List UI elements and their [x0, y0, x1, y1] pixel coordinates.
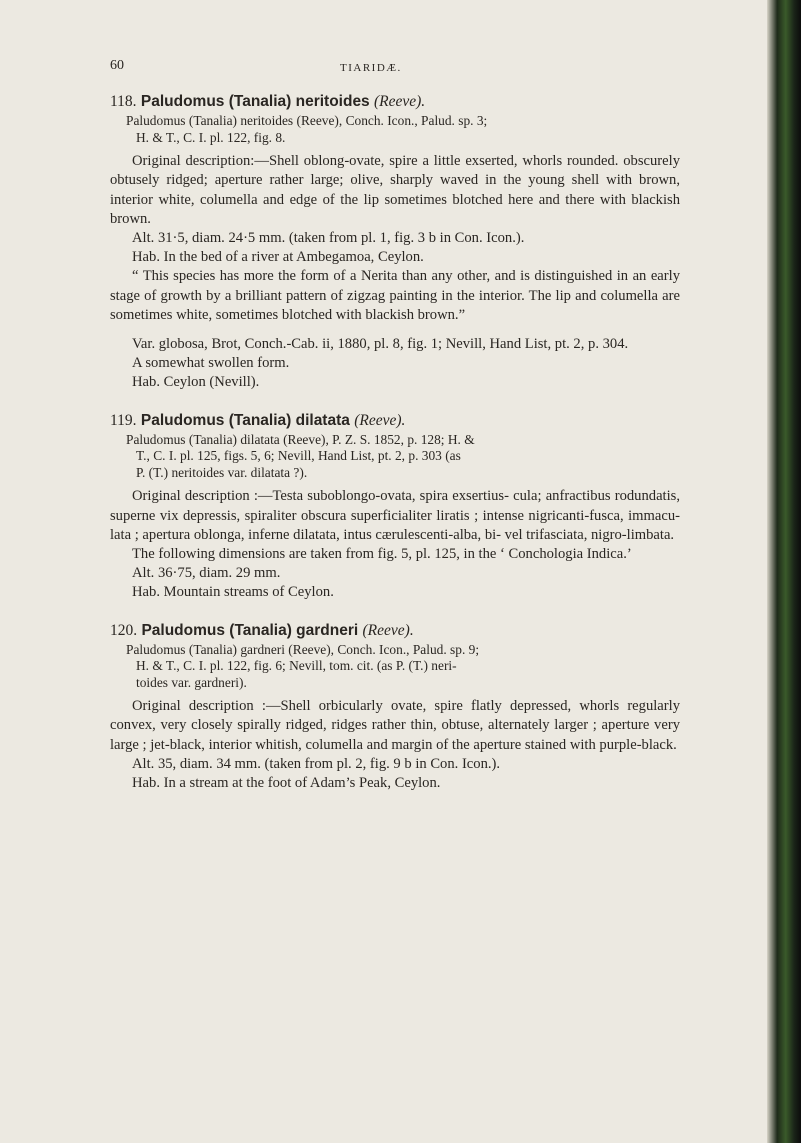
synonymy-reference	[110, 432, 680, 482]
dimensions-note: The following dimensions are taken from fig. 5, pl. 125, in the ‘ Conchologia Indica.’	[132, 545, 632, 562]
synonymy-reference	[110, 113, 680, 146]
species-entry-119	[110, 411, 680, 603]
dimensions: Alt. 31·5, diam. 24·5 mm. (taken from pl. 1, fig. 3 b in Con. Icon.).	[132, 230, 525, 247]
habitat: Hab. Mountain streams of Ceylon.	[132, 584, 334, 601]
reference-line: Paludomus (Tanalia) gardneri (Reeve), Conch. Icon., Palud. sp. 9;	[126, 641, 480, 657]
page-header	[110, 58, 680, 80]
species-author: (Reeve).	[374, 93, 426, 110]
page-content	[110, 92, 680, 793]
reference-line: H. & T., C. I. pl. 122, fig. 8.	[136, 129, 286, 145]
species-heading	[110, 92, 680, 111]
synonymy-reference	[110, 642, 680, 692]
reference-line: H. & T., C. I. pl. 122, fig. 6; Nevill, tom. cit. (as P. (T.) neri-	[136, 658, 457, 674]
species-entry-118	[110, 92, 680, 393]
reference-line: T., C. I. pl. 125, figs. 5, 6; Nevill, Hand List, pt. 2, p. 303 (as	[136, 448, 461, 464]
reference-line: Paludomus (Tanalia) neritoides (Reeve), Conch. Icon., Palud. sp. 3;	[126, 113, 488, 129]
dimensions: Alt. 35, diam. 34 mm. (taken from pl. 2, fig. 9 b in Con. Icon.).	[132, 755, 501, 772]
page-number: 60	[110, 58, 124, 73]
habitat: Hab. In the bed of a river at Ambegamoa, Ceylon.	[132, 249, 424, 266]
species-heading	[110, 411, 680, 430]
species-name: Paludomus (Tanalia) dilatata	[140, 411, 350, 429]
species-name: Paludomus (Tanalia) gardneri	[141, 621, 359, 639]
book-edge	[767, 0, 801, 1143]
variety-habitat: Hab. Ceylon (Nevill).	[132, 374, 260, 391]
dimensions: Alt. 36·75, diam. 29 mm.	[132, 565, 281, 582]
species-number: 118.	[110, 93, 137, 110]
habitat: Hab. In a stream at the foot of Adam’s Peak, Ceylon.	[132, 775, 441, 792]
species-name: Paludomus (Tanalia) neritoides	[140, 93, 370, 110]
species-author: (Reeve).	[354, 411, 406, 429]
variety-line: Var. globosa, Brot, Conch.-Cab. ii, 1880, pl. 8, fig. 1; Nevill, Hand List, pt. 2, p. 304.	[132, 336, 629, 353]
species-heading	[110, 621, 680, 640]
reference-line: P. (T.) neritoides var. dilatata ?).	[136, 464, 308, 480]
species-number: 120.	[110, 621, 138, 639]
reference-line: Paludomus (Tanalia) dilatata (Reeve), P. Z. S. 1852, p. 128; H. &	[126, 431, 475, 447]
quotation: “ This species has more the form of a Nerita than any other, and is distinguished in an early stage of growth by a brilliant pattern of zigzag painting in the interior. The lip and columella are sometimes white, sometimes blotched with blackish brown.”	[110, 268, 680, 323]
reference-line: toides var. gardneri).	[136, 674, 247, 690]
species-number: 119.	[110, 411, 137, 429]
variety-description: A somewhat swollen form.	[132, 355, 290, 372]
original-description: Original description :—Testa suboblongo-ovata, spira exsertius- cula; anfractibus rodundatis, superne vix depressis, spiraliter obscura superficialiter liratis ; intense nigricanti-fusca, immacu- lata ; apertura oblonga, inferne dilatata, intus cærulescenti-alba, bi- vel trifasciata, nigro-limbata.	[110, 488, 680, 543]
species-entry-120	[110, 621, 680, 794]
running-head: TIARIDÆ.	[340, 62, 402, 74]
original-description: Original description:—Shell oblong-ovate, spire a little exserted, whorls rounded. obscurely obtusely ridged; aperture rather large; olive, sharply waved in the young shell with brown, interior white, columella and edge of the lip sometimes blotched here and there with blackish brown.	[110, 153, 680, 227]
species-author: (Reeve).	[362, 621, 414, 639]
original-description: Original description :—Shell orbicularly ovate, spire flatly depressed, whorls regularly convex, very closely spirally ridged, ridges rather thin, obtuse, alternately larger ; aperture very large ; jet-black, interior whitish, columella and margin of the aperture stained with purple-black.	[110, 698, 680, 753]
